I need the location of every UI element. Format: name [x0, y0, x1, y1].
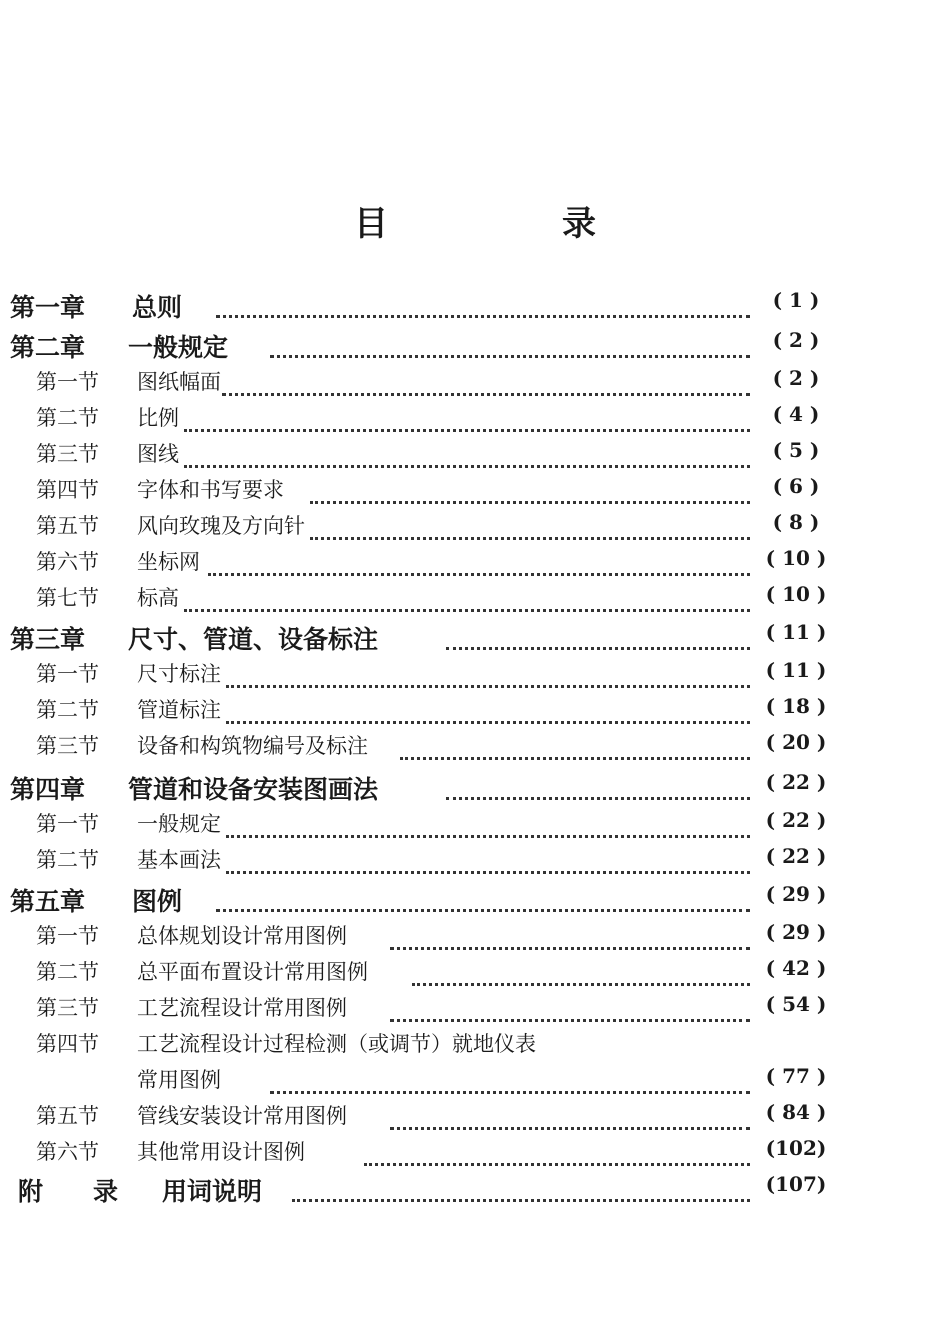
chapter-number: 第二章: [10, 333, 86, 362]
page-number: ( 2 ): [772, 366, 820, 390]
section-title: 管线安装设计常用图例: [137, 1104, 347, 1128]
section-title: 管道标注: [137, 698, 221, 722]
toc-section[interactable]: [0, 438, 950, 474]
dot-leader: [216, 288, 750, 318]
section-title: 一般规定: [137, 812, 221, 836]
page-number: ( 77 ): [765, 1064, 827, 1088]
section-title: 工艺流程设计常用图例: [137, 996, 347, 1020]
section-title: 工艺流程设计过程检测（或调节）就地仪表: [137, 1032, 536, 1056]
toc-section[interactable]: [0, 808, 950, 844]
section-title-continued: 常用图例: [137, 1068, 221, 1092]
section-number: 第四节: [36, 1032, 99, 1056]
dot-leader: [226, 658, 750, 688]
chapter-title: 一般规定: [128, 333, 229, 362]
dot-leader: [446, 770, 750, 800]
dot-leader: [184, 402, 750, 432]
page-number: (107): [765, 1172, 827, 1196]
dot-leader: [226, 808, 750, 838]
section-title: 总平面布置设计常用图例: [137, 960, 368, 984]
section-title: 比例: [137, 406, 179, 430]
dot-leader: [270, 1064, 750, 1094]
section-title: 基本画法: [137, 848, 221, 872]
section-title: 设备和构筑物编号及标注: [137, 734, 368, 758]
section-number: 第三节: [36, 734, 99, 758]
page-number: ( 11 ): [765, 620, 827, 644]
dot-leader: [310, 510, 750, 540]
toc-appendix[interactable]: [0, 1172, 950, 1208]
dot-leader: [226, 694, 750, 724]
toc-section[interactable]: [0, 510, 950, 546]
page-number: ( 10 ): [765, 582, 827, 606]
page-number: ( 18 ): [765, 694, 827, 718]
appendix-title: 用词说明: [162, 1177, 263, 1206]
section-number: 第六节: [36, 1140, 99, 1164]
dot-leader: [400, 730, 750, 760]
toc-section[interactable]: [0, 366, 950, 402]
page-number: (102): [765, 1136, 827, 1160]
dot-leader: [446, 620, 750, 650]
dot-leader: [412, 956, 750, 986]
section-title: 图纸幅面: [137, 370, 221, 394]
toc-section[interactable]: [0, 920, 950, 956]
toc-chapter-1[interactable]: [0, 288, 950, 324]
dot-leader: [270, 328, 750, 358]
section-title: 字体和书写要求: [137, 478, 284, 502]
section-number: 第二节: [36, 848, 99, 872]
section-number: 第一节: [36, 812, 99, 836]
page-number: ( 22 ): [765, 844, 827, 868]
section-number: 第三节: [36, 442, 99, 466]
chapter-number: 第三章: [10, 625, 86, 654]
page-number: ( 1 ): [772, 288, 820, 312]
toc-section[interactable]: [0, 1136, 950, 1172]
section-number: 第一节: [36, 924, 99, 948]
chapter-title: 图例: [132, 887, 183, 916]
toc-chapter-2[interactable]: [0, 328, 950, 364]
dot-leader: [390, 1100, 750, 1130]
section-number: 第一节: [36, 370, 99, 394]
dot-leader: [226, 844, 750, 874]
section-title: 标高: [137, 586, 179, 610]
chapter-title: 总则: [132, 293, 183, 322]
section-title: 尺寸标注: [137, 662, 221, 686]
chapter-title: 管道和设备安装图画法: [128, 775, 379, 804]
section-number: 第六节: [36, 550, 99, 574]
section-title: 图线: [137, 442, 179, 466]
section-number: 第五节: [36, 1104, 99, 1128]
toc-section[interactable]: [0, 956, 950, 992]
page-number: ( 6 ): [772, 474, 820, 498]
page-number: ( 11 ): [765, 658, 827, 682]
chapter-number: 第一章: [10, 293, 86, 322]
toc-section[interactable]: [0, 474, 950, 510]
page-number: ( 29 ): [765, 920, 827, 944]
toc-section[interactable]: [0, 730, 950, 766]
dot-leader: [364, 1136, 750, 1166]
page-number: ( 5 ): [772, 438, 820, 462]
toc-section[interactable]: [0, 992, 950, 1028]
dot-leader: [292, 1172, 750, 1202]
page-number: ( 42 ): [765, 956, 827, 980]
section-title: 总体规划设计常用图例: [137, 924, 347, 948]
section-number: 第二节: [36, 406, 99, 430]
chapter-title: 尺寸、管道、设备标注: [128, 625, 379, 654]
toc-section[interactable]: [0, 582, 950, 618]
page-number: ( 10 ): [765, 546, 827, 570]
appendix-label: 附 录: [18, 1177, 119, 1206]
toc-chapter-3[interactable]: [0, 620, 950, 656]
section-title: 坐标网: [137, 550, 200, 574]
section-number: 第四节: [36, 478, 99, 502]
section-number: 第二节: [36, 698, 99, 722]
dot-leader: [310, 474, 750, 504]
toc-chapter-5[interactable]: [0, 882, 950, 918]
page-number: ( 84 ): [765, 1100, 827, 1124]
toc-section[interactable]: [0, 658, 950, 694]
chapter-number: 第四章: [10, 775, 86, 804]
page-number: ( 54 ): [765, 992, 827, 1016]
toc-section[interactable]: [0, 402, 950, 438]
page-title: 目 录: [354, 204, 666, 244]
page-number: ( 2 ): [772, 328, 820, 352]
page-number: ( 4 ): [772, 402, 820, 426]
dot-leader: [208, 546, 750, 576]
toc-section[interactable]: [0, 844, 950, 880]
dot-leader: [216, 882, 750, 912]
dot-leader: [390, 992, 750, 1022]
toc-section[interactable]: [0, 546, 950, 582]
page-number: ( 29 ): [765, 882, 827, 906]
section-title: 其他常用设计图例: [137, 1140, 305, 1164]
page-number: ( 22 ): [765, 808, 827, 832]
page-number: ( 8 ): [772, 510, 820, 534]
section-title: 风向玫瑰及方向针: [137, 514, 305, 538]
toc-section[interactable]: [0, 694, 950, 730]
toc-chapter-4[interactable]: [0, 770, 950, 806]
dot-leader: [390, 920, 750, 950]
page-number: ( 22 ): [765, 770, 827, 794]
section-number: 第五节: [36, 514, 99, 538]
section-number: 第一节: [36, 662, 99, 686]
toc-section[interactable]: [0, 1100, 950, 1136]
chapter-number: 第五章: [10, 887, 86, 916]
toc-section-continued[interactable]: [0, 1064, 950, 1100]
section-number: 第三节: [36, 996, 99, 1020]
section-number: 第二节: [36, 960, 99, 984]
page-number: ( 20 ): [765, 730, 827, 754]
dot-leader: [222, 366, 750, 396]
section-number: 第七节: [36, 586, 99, 610]
dot-leader: [184, 582, 750, 612]
dot-leader: [184, 438, 750, 468]
toc-section[interactable]: [0, 1028, 950, 1064]
